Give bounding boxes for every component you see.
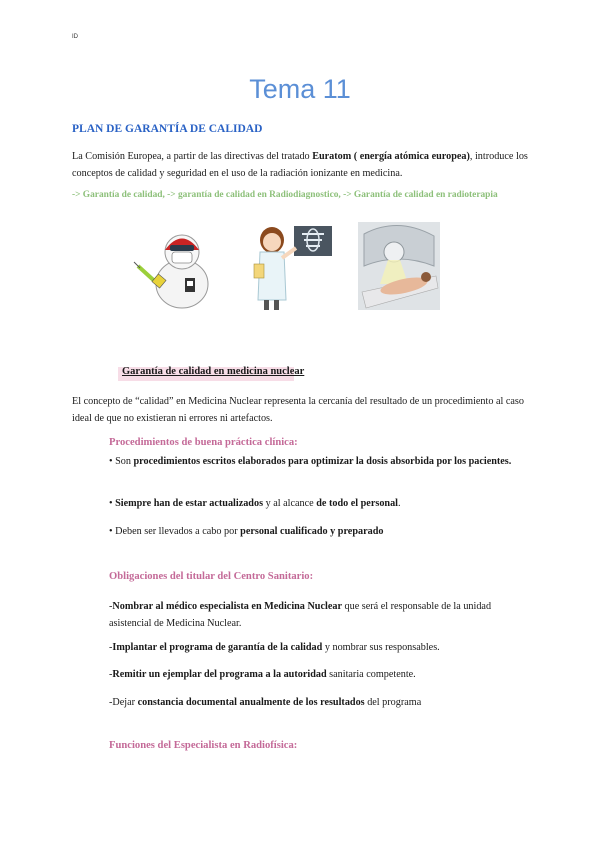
bullet-text: • [109, 498, 116, 509]
obligation-4 [109, 694, 529, 711]
page-title: Tema 11 [249, 74, 351, 104]
obligation-bold: constancia documental anualmente de los resultados [137, 697, 365, 708]
bullet-text: • Deben ser llevados a cabo por [109, 526, 241, 537]
bullet-bold: Siempre han de estar actualizados [115, 498, 264, 509]
radiologist-xray-icon [250, 222, 340, 312]
bullet-bold: procedimientos escritos elaborados para optimizar la dosis absorbida por los pacientes. [133, 456, 512, 467]
procedure-bullet-1 [109, 453, 529, 470]
obligation-text: sanitaria competente. [326, 669, 416, 680]
radiotherapy-patient-icon [358, 222, 440, 310]
obligation-text: - [109, 642, 113, 653]
nuclear-medicine-worker-icon [130, 222, 230, 312]
section-heading: PLAN DE GARANTÍA DE CALIDAD [72, 123, 263, 135]
obligation-text: - [109, 669, 113, 680]
subsection-title: Garantía de calidad en medicina nuclear [122, 366, 305, 377]
header-mark: ID [72, 34, 78, 40]
obligation-2 [109, 639, 529, 656]
obligation-text: y nombrar sus responsables. [322, 642, 440, 653]
procedure-bullet-2 [109, 495, 529, 512]
procedures-title: Procedimientos de buena práctica clínica: [109, 437, 298, 448]
concept-paragraph: El concepto de “calidad” en Medicina Nuclear representa la cercanía del resultado de un procedimiento al caso ideal de que no existieran ni errores ni artefactos. [72, 396, 524, 424]
obligation-3 [109, 666, 529, 683]
intro-text: La Comisión Europea, a partir de las directivas del tratado [72, 151, 313, 162]
related-topics-line: -> Garantía de calidad, -> garantía de calidad en Radiodiagnostico, -> Garantía de calidad en radioterapia [72, 190, 498, 200]
functions-title: Funciones del Especialista en Radiofísica: [109, 740, 298, 751]
obligations-title: Obligaciones del titular del Centro Sanitario: [109, 571, 314, 582]
intro-paragraph [72, 148, 532, 182]
obligation-text: - [109, 601, 113, 612]
obligation-bold: Nombrar al médico especialista en Medicina Nuclear [112, 601, 342, 612]
obligation-bold: Remitir un ejemplar del programa a la autoridad [112, 669, 327, 680]
obligation-text: del programa [364, 697, 422, 708]
obligation-1 [109, 598, 529, 632]
bullet-text: . [398, 498, 401, 509]
bullet-bold: personal cualificado y preparado [240, 526, 384, 537]
intro-bold: Euratom ( energía atómica europea) [312, 151, 470, 162]
bullet-bold: de todo el personal [316, 498, 399, 509]
intro-text-end: , introduce los conceptos de calidad y seguridad en el uso de la radiación ionizante en medicina. [72, 151, 528, 179]
procedure-bullet-3 [109, 523, 529, 540]
bullet-text: y al alcance [263, 498, 317, 509]
obligation-text: -Dejar [109, 697, 138, 708]
obligation-text: que será el responsable de la unidad asistencial de Medicina Nuclear. [109, 601, 492, 629]
bullet-text: • Son [109, 456, 134, 467]
obligation-bold: Implantar el programa de garantía de la calidad [112, 642, 323, 653]
